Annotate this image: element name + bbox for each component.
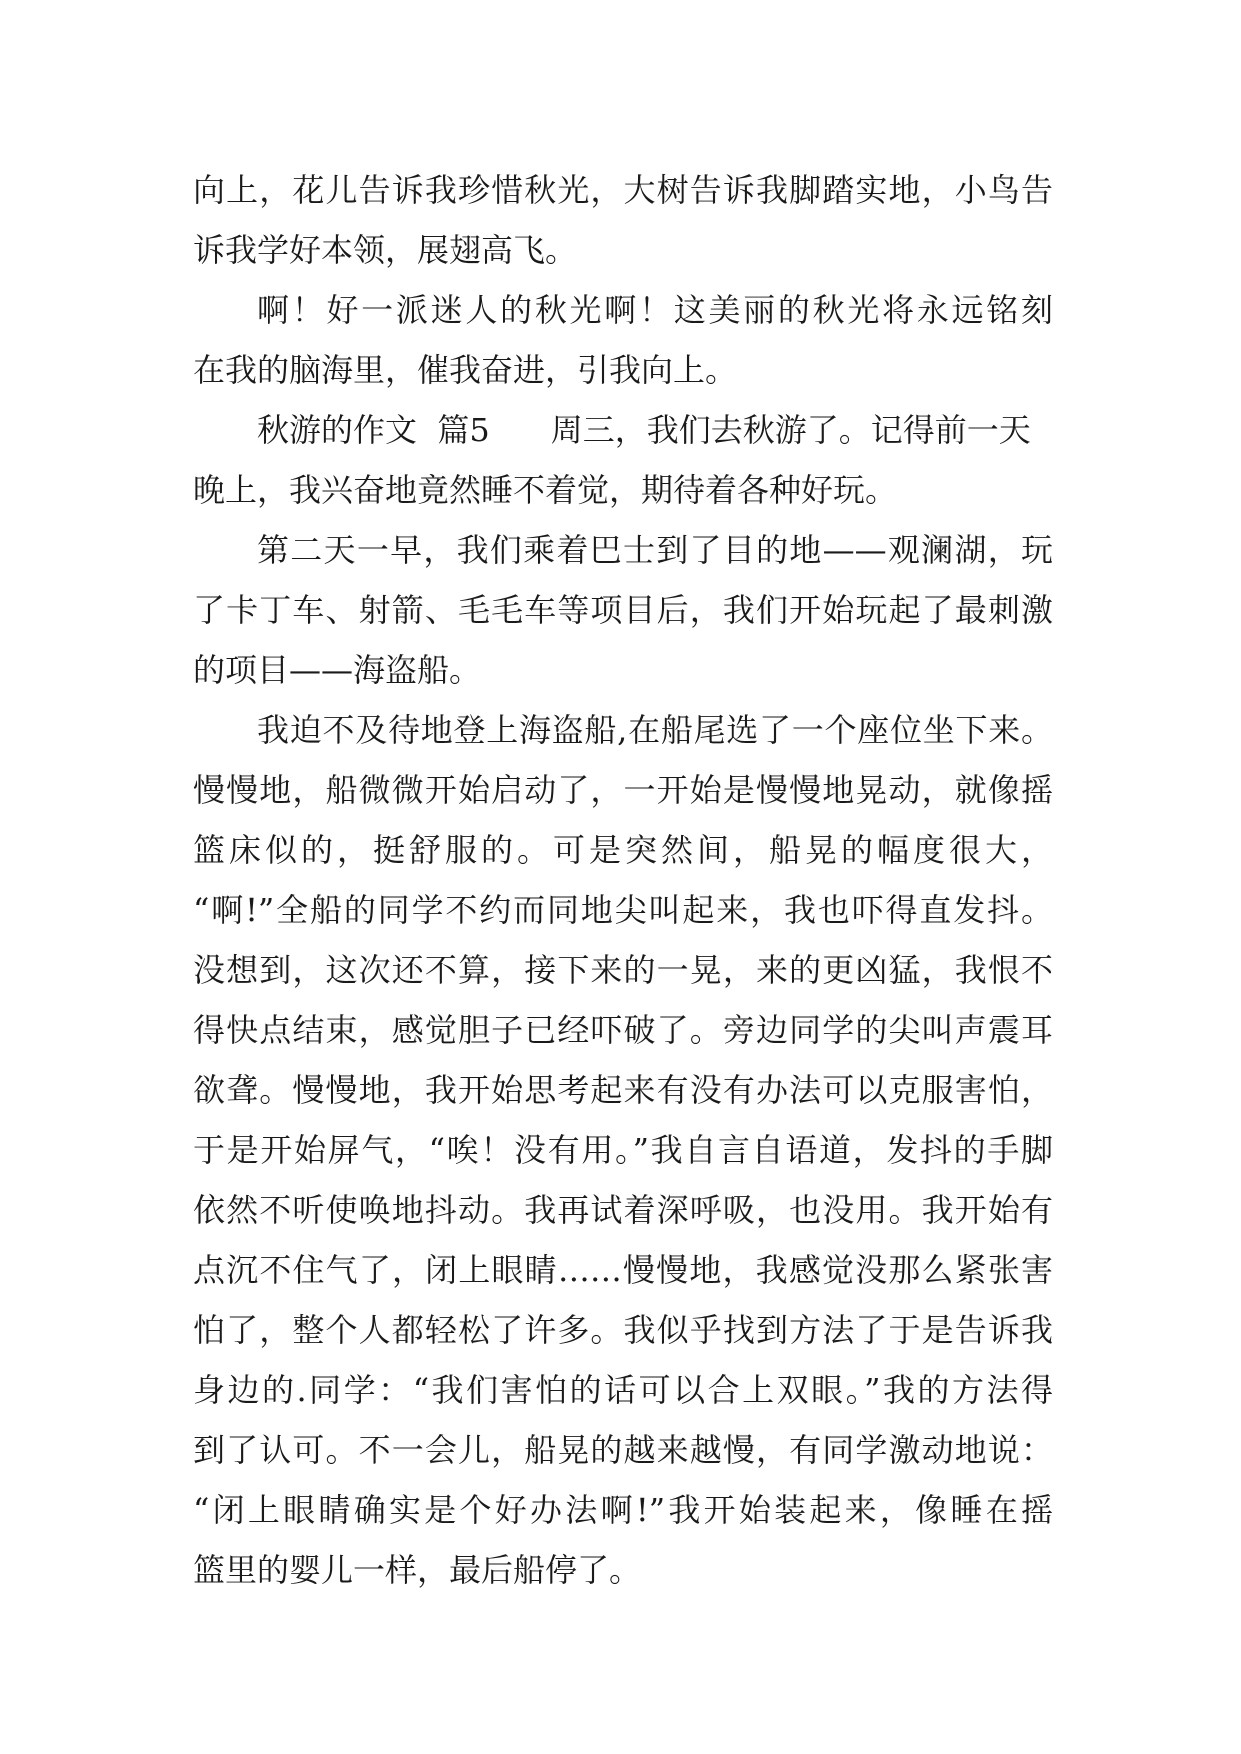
- text-line: 诉我学好本领，展翅高飞。: [193, 231, 578, 269]
- text-line: 怕了，整个人都轻松了许多。我似乎找到方法了于是告诉我: [193, 1311, 1053, 1349]
- text-line: 身边的.同学：“我们害怕的话可以合上双眼。”我的方法得: [193, 1371, 1053, 1409]
- text-line: 依然不听使唤地抖动。我再试着深呼吸，也没用。我开始有: [193, 1191, 1053, 1229]
- text-line: 了卡丁车、射箭、毛毛车等项目后，我们开始玩起了最刺激: [193, 591, 1053, 629]
- text-line: 慢慢地，船微微开始启动了，一开始是慢慢地晃动，就像摇: [193, 771, 1053, 809]
- text-line: 篮里的婴儿一样，最后船停了。: [193, 1551, 642, 1589]
- text-line: 到了认可。不一会儿，船晃的越来越慢，有同学激动地说：: [193, 1431, 1053, 1469]
- section-heading-line: 秋游的作文 篇5 周三，我们去秋游了。记得前一天: [257, 411, 1031, 449]
- text-line: “闭上眼睛确实是个好办法啊!”我开始装起来，像睡在摇: [193, 1491, 1053, 1529]
- text-line: 在我的脑海里，催我奋进，引我向上。: [193, 351, 738, 389]
- text-line: 没想到，这次还不算，接下来的一晃，来的更凶猛，我恨不: [193, 951, 1053, 989]
- text-line: 篮床似的，挺舒服的。可是突然间，船晃的幅度很大，: [193, 831, 1053, 869]
- text-line: 于是开始屏气，“唉！没有用。”我自言自语道，发抖的手脚: [193, 1131, 1053, 1169]
- text-line: 晚上，我兴奋地竟然睡不着觉，期待着各种好玩。: [193, 471, 898, 509]
- paragraph-first-line: 第二天一早，我们乘着巴士到了目的地——观澜湖，玩: [257, 531, 1053, 569]
- text-line: 点沉不住气了，闭上眼睛……慢慢地，我感觉没那么紧张害: [193, 1251, 1053, 1289]
- text-line: 的项目——海盗船。: [193, 651, 482, 689]
- essay-body: [193, 160, 1053, 1600]
- text-line: 得快点结束，感觉胆子已经吓破了。旁边同学的尖叫声震耳: [193, 1011, 1053, 1049]
- text-line: “啊!”全船的同学不约而同地尖叫起来，我也吓得直发抖。: [193, 891, 1053, 929]
- paragraph-first-line: 啊！好一派迷人的秋光啊！这美丽的秋光将永远铭刻: [257, 291, 1053, 329]
- text-line: 欲聋。慢慢地，我开始思考起来有没有办法可以克服害怕，: [193, 1071, 1053, 1109]
- text-line: 向上，花儿告诉我珍惜秋光，大树告诉我脚踏实地，小鸟告: [193, 171, 1053, 209]
- paragraph-first-line: 我迫不及待地登上海盗船,在船尾选了一个座位坐下来。: [257, 711, 1053, 749]
